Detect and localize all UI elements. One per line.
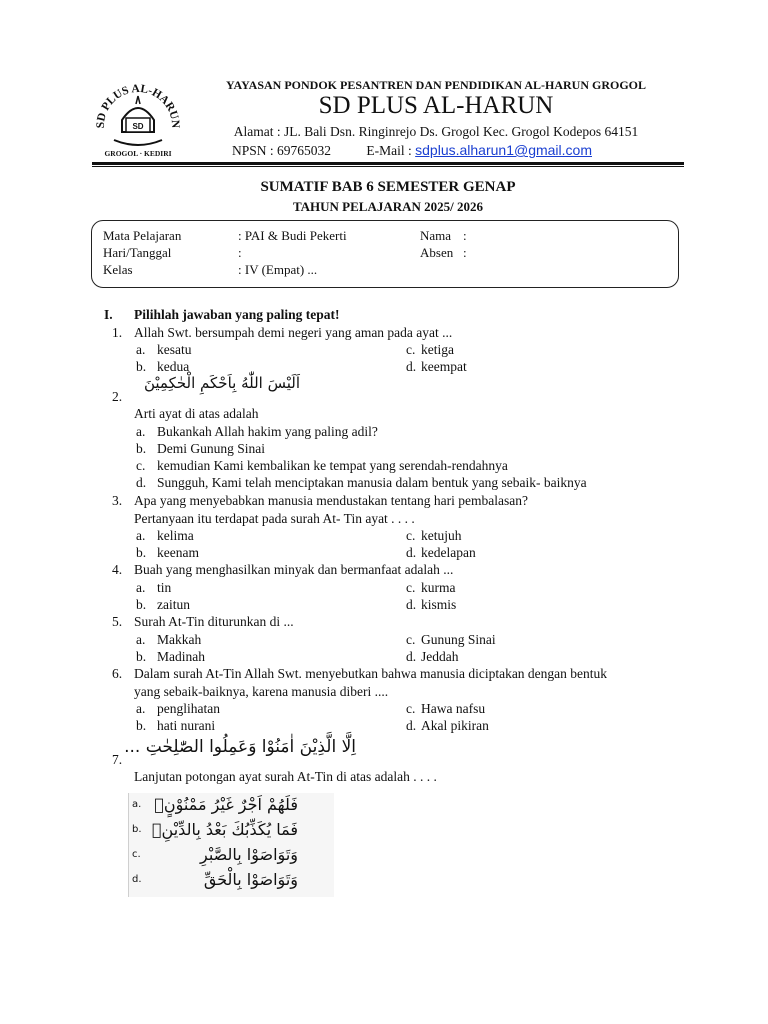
school-name: SD PLUS AL-HARUN [318,92,554,119]
q3-text-line2: Pertanyaan itu terdapat pada surah At- Tin ayat . . . . [134,511,415,526]
subject-value: : PAI & Budi Pekerti [238,228,347,243]
option-label: d. [406,718,417,733]
q2-option-d[interactable]: Sungguh, Kami telah menciptakan manusia dalam bentuk yang sebaik- baiknya [157,475,587,490]
class-value: : IV (Empat) ... [238,262,318,277]
q1-option-c[interactable]: ketiga [421,342,454,357]
option-label: c. [132,849,141,860]
option-label: c. [136,458,146,473]
q3-option-d[interactable]: kedelapan [421,545,476,560]
q1-option-d[interactable]: keempat [421,359,467,374]
q4-option-d[interactable]: kismis [421,597,457,612]
logo-badge: SD [132,122,144,131]
q5-option-c[interactable]: Gunung Sinai [421,632,496,647]
option-label: b. [132,824,142,835]
option-label: b. [136,597,147,612]
absen-label: Absen [420,245,454,260]
logo-bottom-text: GROGOL · KEDIRI [104,149,172,158]
q6-option-a[interactable]: penglihatan [157,701,220,716]
q3-option-a[interactable]: kelima [157,528,194,543]
subject-label: Mata Pelajaran [103,228,182,243]
options-image-border [128,793,129,897]
q7-option-d[interactable]: وَتَوَاصَوْا بِالْحَقِّ [203,870,298,889]
exam-title: SUMATIF BAB 6 SEMESTER GENAP [260,179,516,195]
option-label: d. [406,597,417,612]
q6-number: 6. [112,666,123,681]
q4-option-a[interactable]: tin [157,580,172,595]
option-label: b. [136,545,147,560]
absen-field[interactable]: : [463,245,467,260]
option-label: a. [136,528,146,543]
q6-text: Dalam surah At-Tin Allah Swt. menyebutkan bahwa manusia diciptakan dengan bentuk [134,666,608,681]
q7-text: Lanjutan potongan ayat surah At-Tin di atas adalah . . . . [134,769,437,784]
option-label: a. [136,632,146,647]
email-label: E-Mail : [366,143,412,158]
q4-option-c[interactable]: kurma [421,580,456,595]
npsn-line [232,142,592,159]
q7-option-b-row[interactable] [132,820,328,844]
q6-option-b[interactable]: hati nurani [157,718,216,733]
q7-options-image [128,793,334,897]
option-label: a. [136,580,146,595]
class-label: Kelas [103,262,133,277]
option-label: b. [136,441,147,456]
option-label: d. [406,359,417,374]
foundation-name: YAYASAN PONDOK PESANTREN DAN PENDIDIKAN AL-HARUN GROGOL [225,78,647,92]
day-value: : [238,245,242,260]
option-label: a. [132,799,142,810]
email-link[interactable]: sdplus.alharun1@gmail.com [415,142,592,158]
day-label: Hari/Tanggal [103,245,172,260]
q1-text: Allah Swt. bersumpah demi negeri yang aman pada ayat ... [134,325,453,340]
q2-option-b[interactable]: Demi Gunung Sinai [157,441,265,456]
option-label: c. [406,342,416,357]
q5-option-b[interactable]: Madinah [157,649,205,664]
q7-number: 7. [112,752,123,767]
name-field[interactable]: : [463,228,467,243]
option-label: d. [406,649,417,664]
q2-option-a[interactable]: Bukankah Allah hakim yang paling adil? [157,424,378,439]
header-rule [92,162,684,165]
option-label: a. [136,424,146,439]
q7-option-d-row[interactable] [132,870,328,894]
q6-option-c[interactable]: Hawa nafsu [421,701,486,716]
option-label: b. [136,649,147,664]
q1-option-a[interactable]: kesatu [157,342,192,357]
q7-option-b[interactable]: فَمَا يُكَذِّبُكَ بَعْدُ بِالدِّيْنِۗ [151,820,298,839]
npsn: NPSN : 69765032 [232,143,332,158]
q3-option-c[interactable]: ketujuh [421,528,462,543]
q5-option-a[interactable]: Makkah [157,632,202,647]
option-label: c. [406,528,416,543]
q4-option-b[interactable]: zaitun [157,597,190,612]
q2-text: Arti ayat di atas adalah [134,406,259,421]
exam-year: TAHUN PELAJARAN 2025/ 2026 [292,199,484,214]
logo-arc-text: SD PLUS AL-HARUN [94,82,182,129]
q2-number: 2. [112,389,123,404]
q5-option-d[interactable]: Jeddah [421,649,459,664]
option-label: b. [136,359,147,374]
q7-option-a-row[interactable] [132,795,328,819]
q3-option-b[interactable]: keenam [157,545,199,560]
section-instruction: Pilihlah jawaban yang paling tepat! [134,307,340,322]
section-number: I. [104,307,113,322]
school-logo [92,74,184,160]
option-label: c. [406,580,416,595]
option-label: c. [406,632,416,647]
header-rule-thin [92,166,684,167]
q7-option-a[interactable]: فَلَهُمْ اَجْرٌ غَيْرُ مَمْنُوْنٍۗ [154,795,298,814]
option-label: a. [136,342,146,357]
option-label: d. [136,475,147,490]
q4-number: 4. [112,562,123,577]
q4-text: Buah yang menghasilkan minyak dan bermanfaat adalah ... [134,562,454,577]
school-address: Alamat : JL. Bali Dsn. Ringinrejo Ds. Grogol Kec. Grogol Kodepos 64151 [233,124,639,139]
q7-arabic-verse: اِلَّا الَّذِيْنَ اٰمَنُوْا وَعَمِلُوا الصّٰلِحٰتِ ... [124,737,356,757]
option-label: d. [132,874,142,885]
q3-text: Apa yang menyebabkan manusia mendustakan tentang hari pembalasan? [134,493,528,508]
q5-text: Surah At-Tin diturunkan di ... [134,614,294,629]
q1-option-b[interactable]: kedua [157,359,190,374]
q3-number: 3. [112,493,123,508]
option-label: a. [136,701,146,716]
option-label: d. [406,545,417,560]
q7-option-c[interactable]: وَتَوَاصَوْا بِالصَّبْرِ [199,845,298,864]
option-label: b. [136,718,147,733]
q1-number: 1. [112,325,123,340]
q5-number: 5. [112,614,123,629]
q6-option-d[interactable]: Akal pikiran [421,718,489,733]
option-label: c. [406,701,416,716]
q6-text-line2: yang sebaik-baiknya, karena manusia diberi .... [134,684,389,699]
q2-arabic-verse: اَلَيْسَ اللّٰهُ بِاَحْكَمِ الْحٰكِمِيْنَ [143,374,300,392]
name-label: Nama [420,228,452,243]
q7-option-c-row[interactable] [132,845,328,869]
q2-option-c[interactable]: kemudian Kami kembalikan ke tempat yang serendah-rendahnya [157,458,508,473]
